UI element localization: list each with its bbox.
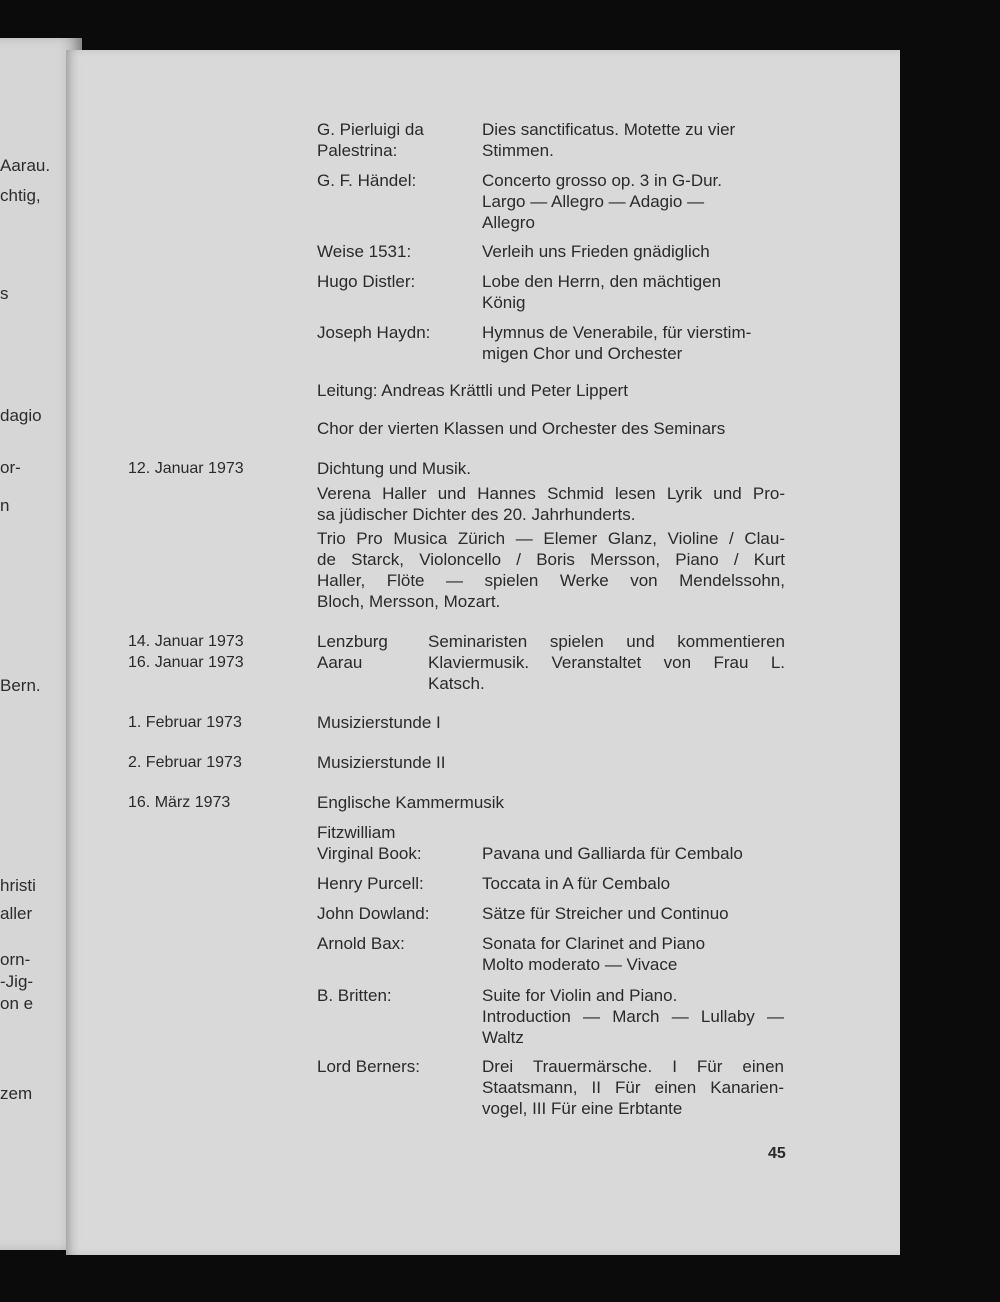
place-aarau: Aarau	[317, 653, 363, 672]
paragraph-line: de Starck, Violoncello / Boris Mersson, Piano / Kurt	[317, 550, 785, 569]
paragraph-line: Katsch.	[428, 674, 485, 693]
work-line: Largo — Allegro — Adagio —	[482, 192, 705, 211]
leitung-line: Leitung: Andreas Krättli und Peter Lippert	[317, 381, 628, 400]
composer-line: Arnold Bax:	[317, 934, 405, 953]
work-haydn	[482, 322, 784, 364]
paragraph-line: Haller, Flöte — spielen Werke von Mendelssohn,	[317, 571, 785, 590]
work-berners	[482, 1056, 784, 1119]
work-line: Concerto grosso op. 3 in G-Dur.	[482, 171, 723, 190]
work-line: Verleih uns Frieden gnädiglich	[482, 242, 710, 261]
paragraph-line: Klaviermusik. Veranstaltet von Frau L.	[428, 653, 785, 672]
left-fragment: s	[0, 284, 9, 303]
work-line: Hymnus de Venerabile, für vierstim-	[482, 323, 752, 342]
work-line: Toccata in A für Cembalo	[482, 874, 671, 893]
left-fragment: chtig,	[0, 186, 41, 205]
composer-line: Joseph Haydn:	[317, 323, 431, 342]
work-line: vogel, III Für eine Erbtante	[482, 1099, 683, 1118]
left-fragment: on e	[0, 994, 34, 1013]
left-fragment: or-	[0, 458, 21, 477]
composer-line: Lord Berners:	[317, 1057, 420, 1076]
composer-line: Virginal Book:	[317, 844, 422, 863]
event-paragraph-trio	[317, 528, 785, 612]
page-number: 45	[768, 1145, 786, 1162]
event-title-dichtung: Dichtung und Musik.	[317, 459, 472, 478]
work-line: Introduction — March — Lullaby —	[482, 1007, 784, 1026]
document-page	[66, 50, 900, 1255]
paragraph-line: sa jüdischer Dichter des 20. Jahrhunderts.	[317, 505, 636, 524]
work-line: Molto moderato — Vivace	[482, 955, 678, 974]
event-title-musizierstunde-2: Musizierstunde II	[317, 753, 446, 772]
work-distler	[482, 271, 784, 313]
composer-palestrina	[317, 119, 424, 161]
chor-line: Chor der vierten Klassen und Orchester des Seminars	[317, 419, 726, 438]
composer-line: Weise 1531:	[317, 242, 412, 261]
work-weise	[482, 241, 784, 262]
composer-bax	[317, 933, 405, 954]
work-line: Allegro	[482, 213, 535, 232]
composer-line: B. Britten:	[317, 986, 392, 1005]
date-feb1: 1. Februar 1973	[128, 714, 242, 731]
composer-line: John Dowland:	[317, 904, 430, 923]
paragraph-line: Verena Haller und Hannes Schmid lesen Lyrik und Pro-	[317, 484, 785, 503]
date-jan14: 14. Januar 1973	[128, 633, 244, 650]
paragraph-line: Trio Pro Musica Zürich — Elemer Glanz, Violine / Clau-	[317, 529, 785, 548]
left-fragment: Bern.	[0, 676, 41, 695]
composer-berners	[317, 1056, 420, 1077]
work-line: Sätze für Streicher und Continuo	[482, 904, 729, 923]
event-title-englische-kammermusik: Englische Kammermusik	[317, 793, 505, 812]
date-mar16: 16. März 1973	[128, 794, 231, 811]
composer-line: G. F. Händel:	[317, 171, 417, 190]
places-jan14-16	[317, 631, 417, 673]
paragraph-line: Seminaristen spielen und kommentieren	[428, 632, 785, 651]
work-line: Pavana und Galliarda für Cembalo	[482, 844, 743, 863]
place-lenzburg: Lenzburg	[317, 632, 388, 651]
left-fragment: Aarau.	[0, 156, 51, 175]
work-palestrina	[482, 119, 784, 161]
composer-distler	[317, 271, 415, 292]
work-line: Stimmen.	[482, 141, 554, 160]
left-fragment: n	[0, 496, 10, 515]
date-jan16: 16. Januar 1973	[128, 654, 244, 671]
work-line: Dies sanctificatus. Motette zu vier	[482, 120, 736, 139]
composer-britten	[317, 985, 392, 1006]
event-desc-klaviermusik	[428, 631, 785, 694]
left-fragment: -Jig-	[0, 972, 34, 991]
paragraph-line: Bloch, Mersson, Mozart.	[317, 592, 501, 611]
composer-haendel	[317, 170, 416, 191]
work-line: migen Chor und Orchester	[482, 344, 683, 363]
date-feb2: 2. Februar 1973	[128, 754, 242, 771]
composer-fitzwilliam	[317, 822, 422, 864]
work-bax	[482, 933, 784, 975]
composer-line: Fitzwilliam	[317, 823, 396, 842]
left-fragment: orn-	[0, 950, 31, 969]
work-line: Sonata for Clarinet and Piano	[482, 934, 706, 953]
work-line: Waltz	[482, 1028, 524, 1047]
composer-dowland	[317, 903, 429, 924]
dates-jan14-16	[128, 631, 244, 673]
event-title-musizierstunde-1: Musizierstunde I	[317, 713, 441, 732]
work-purcell	[482, 873, 784, 894]
left-fragment: aller	[0, 904, 33, 923]
composer-line: Hugo Distler:	[317, 272, 416, 291]
composer-haydn	[317, 322, 430, 343]
left-fragment: zem	[0, 1084, 33, 1103]
composer-purcell	[317, 873, 424, 894]
work-fitzwilliam	[482, 843, 784, 864]
left-fragment: hristi	[0, 876, 36, 895]
work-line: Suite for Violin and Piano.	[482, 986, 678, 1005]
composer-weise	[317, 241, 411, 262]
event-paragraph-reading	[317, 483, 785, 525]
work-britten	[482, 985, 784, 1048]
work-line: Drei Trauermärsche. I Für einen	[482, 1057, 784, 1076]
composer-line: G. Pierluigi da	[317, 120, 424, 139]
work-line: Staatsmann, II Für einen Kanarien-	[482, 1078, 784, 1097]
left-fragment: dagio	[0, 406, 42, 425]
work-haendel	[482, 170, 784, 233]
composer-line: Henry Purcell:	[317, 874, 424, 893]
work-line: Lobe den Herrn, den mächtigen	[482, 272, 722, 291]
date-jan12: 12. Januar 1973	[128, 460, 244, 477]
work-dowland	[482, 903, 784, 924]
work-line: König	[482, 293, 526, 312]
composer-line: Palestrina:	[317, 141, 398, 160]
